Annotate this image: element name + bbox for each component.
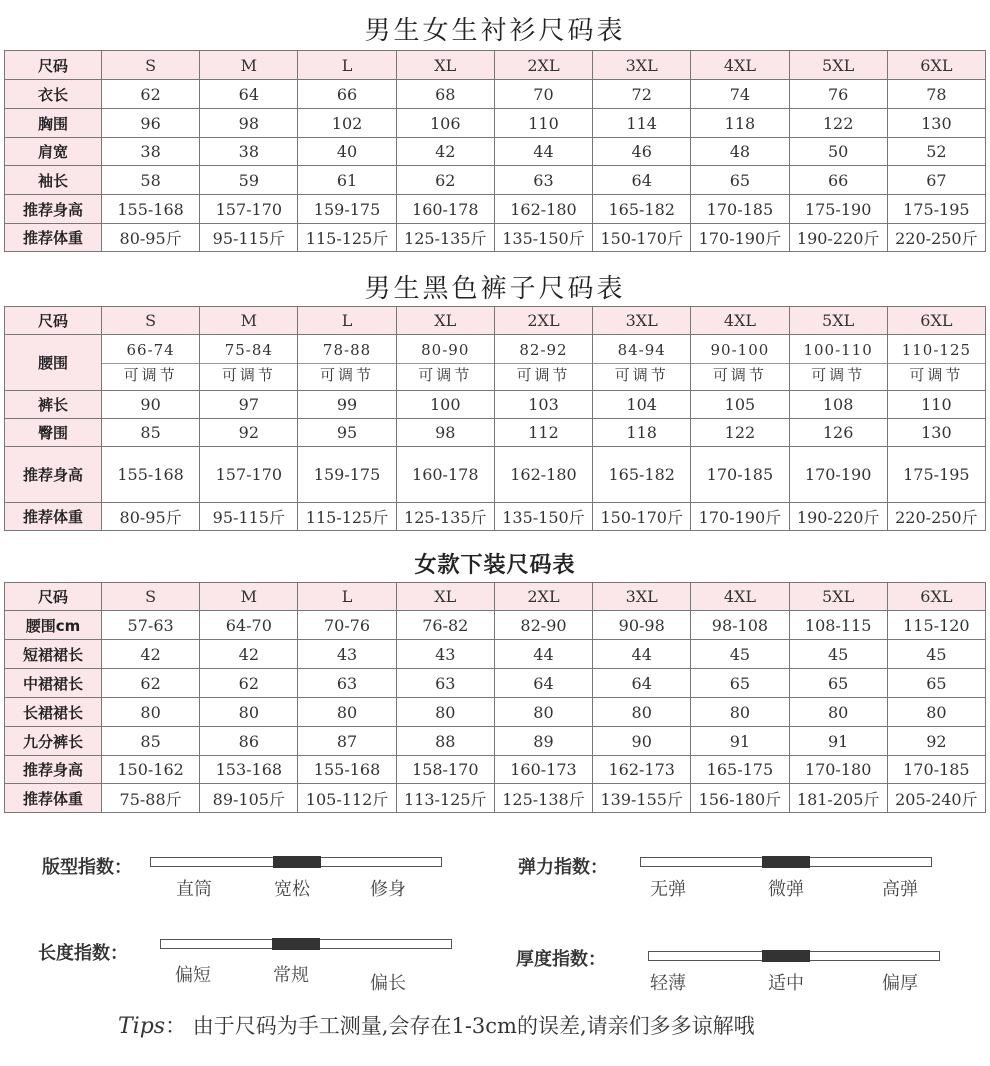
size-value-cell: 159-175 [298,195,396,224]
elasticity-option: 无弹 [650,879,686,900]
adjustable-note: 可调节 [888,363,985,385]
size-value-cell: 165-182 [593,447,691,503]
pants-size-table-title: 男生黑色裤子尺码表 [364,274,626,304]
size-value-cell: 125-135斤 [396,224,494,252]
fit-index-marker [273,856,321,868]
size-header-cell: M [200,583,298,611]
size-value-cell: 61 [298,166,396,195]
length-index-bar [160,939,452,949]
size-value-cell: 98 [200,109,298,138]
size-value-cell: 65 [887,669,985,698]
size-value-cell: 80 [691,698,789,727]
size-header-cell: 3XL [593,583,691,611]
size-value-cell: 130 [887,419,985,447]
size-value-cell: 114 [593,109,691,138]
size-value-cell: 50 [789,138,887,166]
thickness-index-marker [762,950,810,962]
size-header-cell: XL [396,307,494,335]
size-header-cell: 6XL [887,51,985,80]
size-value-cell: 100 [396,391,494,419]
size-value-cell: 103 [494,391,592,419]
size-value-cell: 105-112斤 [298,784,396,813]
row-label: 腰围cm [5,611,102,640]
size-value-cell: 155-168 [102,447,200,503]
size-value-cell: 43 [298,640,396,669]
size-value-cell: 90 [102,391,200,419]
size-value-cell: 160-173 [494,756,592,784]
size-value-cell: 40 [298,138,396,166]
waist-range: 110-125 [901,340,972,359]
size-value-cell: 80 [494,698,592,727]
size-value-cell: 115-125斤 [298,224,396,252]
size-value-cell: 45 [789,640,887,669]
size-value-cell: 105 [691,391,789,419]
fit-index-label: 版型指数： [42,857,132,878]
size-value-cell: 62 [102,80,200,109]
size-value-cell: 150-162 [102,756,200,784]
fit-option: 修身 [370,879,406,900]
elasticity-index-marker [762,856,810,868]
waist-range: 100-110 [803,340,873,359]
size-value-cell: 42 [102,640,200,669]
fit-option: 宽松 [274,879,310,900]
size-value-cell: 170-190斤 [691,503,789,531]
size-value-cell: 45 [887,640,985,669]
size-value-cell: 68 [396,80,494,109]
size-value-cell: 170-185 [887,756,985,784]
fabric-indices [0,835,990,994]
size-value-cell: 65 [691,166,789,195]
row-label: 推荐体重 [5,224,102,252]
size-value-cell: 135-150斤 [494,503,592,531]
size-value-cell: 80 [298,698,396,727]
size-value-cell: 92 [887,727,985,756]
waist-cell [200,335,298,391]
waist-cell [789,335,887,391]
size-value-cell: 118 [593,419,691,447]
size-header-cell: M [200,307,298,335]
size-value-cell: 155-168 [102,195,200,224]
size-value-cell: 156-180斤 [691,784,789,813]
adjustable-note: 可调节 [298,363,395,385]
table-row [5,391,986,419]
thickness-index-label: 厚度指数： [516,949,606,970]
waist-range: 75-84 [224,340,273,359]
size-value-cell: 125-135斤 [396,503,494,531]
size-value-cell: 139-155斤 [593,784,691,813]
table-row [5,224,986,252]
size-value-cell: 62 [102,669,200,698]
size-value-cell: 126 [789,419,887,447]
size-value-cell: 159-175 [298,447,396,503]
measurement-tips [118,1010,755,1040]
size-value-cell: 135-150斤 [494,224,592,252]
size-value-cell: 104 [593,391,691,419]
size-value-cell: 162-180 [494,447,592,503]
row-label: 腰围 [5,335,102,391]
size-value-cell: 122 [691,419,789,447]
size-header-cell: 5XL [789,51,887,80]
row-label: 袖长 [5,166,102,195]
size-value-cell: 63 [494,166,592,195]
size-value-cell: 91 [789,727,887,756]
adjustable-note: 可调节 [593,363,690,385]
size-value-cell: 86 [200,727,298,756]
waist-range: 80-90 [421,340,470,359]
size-value-cell: 45 [691,640,789,669]
size-value-cell: 170-190斤 [691,224,789,252]
size-header-cell: M [200,51,298,80]
size-value-cell: 48 [691,138,789,166]
row-label: 裤长 [5,391,102,419]
size-header-cell: 2XL [494,307,592,335]
tips-colon: ： [165,1014,187,1038]
size-value-cell: 85 [102,727,200,756]
waist-cell [494,335,592,391]
size-header-cell: XL [396,51,494,80]
waist-range: 66-74 [126,340,175,359]
size-header-cell: 6XL [887,307,985,335]
size-value-cell: 76 [789,80,887,109]
row-label: 推荐身高 [5,756,102,784]
row-label: 中裙裙长 [5,669,102,698]
size-value-cell: 89-105斤 [200,784,298,813]
adjustable-note: 可调节 [200,363,297,385]
size-value-cell: 205-240斤 [887,784,985,813]
thickness-index-bar [648,951,940,961]
size-value-cell: 38 [200,138,298,166]
size-value-cell: 175-195 [887,447,985,503]
size-value-cell: 98 [396,419,494,447]
size-column-label: 尺码 [5,583,102,611]
size-value-cell: 80-95斤 [102,224,200,252]
size-value-cell: 95-115斤 [200,224,298,252]
size-value-cell: 44 [494,138,592,166]
size-value-cell: 44 [593,640,691,669]
header-row [5,583,986,611]
size-value-cell: 108-115 [789,611,887,640]
shirt-size-table-title: 男生女生衬衫尺码表 [364,16,626,46]
womens-bottoms-size-table-title: 女款下装尺码表 [414,553,576,578]
size-value-cell: 160-178 [396,195,494,224]
row-label: 推荐身高 [5,447,102,503]
size-value-cell: 80 [887,698,985,727]
header-row [5,51,986,80]
size-value-cell: 91 [691,727,789,756]
size-value-cell: 162-180 [494,195,592,224]
length-option: 偏短 [175,965,211,986]
size-value-cell: 62 [200,669,298,698]
waist-range: 90-100 [710,340,770,359]
table-row [5,503,986,531]
size-value-cell: 76-82 [396,611,494,640]
row-label: 短裙裙长 [5,640,102,669]
size-value-cell: 80 [396,698,494,727]
length-option: 常规 [273,965,309,986]
size-value-cell: 88 [396,727,494,756]
adjustable-note: 可调节 [397,363,494,385]
size-header-cell: 5XL [789,307,887,335]
waist-cell [691,335,789,391]
table-row [5,611,986,640]
waist-range: 82-92 [519,340,568,359]
size-value-cell: 42 [200,640,298,669]
size-header-cell: 4XL [691,51,789,80]
size-value-cell: 98-108 [691,611,789,640]
size-value-cell: 62 [396,166,494,195]
size-value-cell: 65 [789,669,887,698]
row-label: 推荐体重 [5,503,102,531]
size-value-cell: 125-138斤 [494,784,592,813]
size-column-label: 尺码 [5,307,102,335]
size-value-cell: 42 [396,138,494,166]
row-label: 推荐体重 [5,784,102,813]
size-value-cell: 70 [494,80,592,109]
table-row [5,138,986,166]
size-value-cell: 99 [298,391,396,419]
size-value-cell: 82-90 [494,611,592,640]
size-header-cell: L [298,51,396,80]
size-value-cell: 157-170 [200,447,298,503]
size-value-cell: 59 [200,166,298,195]
size-value-cell: 52 [887,138,985,166]
waist-cell [593,335,691,391]
table-row [5,640,986,669]
size-header-cell: L [298,583,396,611]
waist-row [5,335,986,391]
length-option: 偏长 [370,973,406,994]
table-row [5,109,986,138]
size-value-cell: 72 [593,80,691,109]
size-value-cell: 170-185 [691,447,789,503]
size-value-cell: 87 [298,727,396,756]
size-value-cell: 64 [200,80,298,109]
length-index-marker [272,938,320,950]
size-value-cell: 181-205斤 [789,784,887,813]
size-value-cell: 122 [789,109,887,138]
elasticity-option: 微弹 [768,879,804,900]
size-header-cell: 4XL [691,307,789,335]
thickness-option: 偏厚 [882,973,918,994]
thickness-option: 适中 [768,973,804,994]
row-label: 衣长 [5,80,102,109]
size-header-cell: 4XL [691,583,789,611]
elasticity-option: 高弹 [882,879,918,900]
size-value-cell: 78 [887,80,985,109]
size-value-cell: 175-195 [887,195,985,224]
size-value-cell: 190-220斤 [789,503,887,531]
size-header-cell: L [298,307,396,335]
size-value-cell: 44 [494,640,592,669]
size-value-cell: 112 [494,419,592,447]
header-row [5,307,986,335]
size-value-cell: 115-125斤 [298,503,396,531]
size-value-cell: 64 [593,166,691,195]
table-row [5,80,986,109]
elasticity-index-bar [640,857,932,867]
table-row [5,756,986,784]
table-row [5,784,986,813]
size-value-cell: 92 [200,419,298,447]
size-header-cell: XL [396,583,494,611]
waist-cell [298,335,396,391]
tips-label: Tips [118,1014,166,1039]
size-value-cell: 90 [593,727,691,756]
elasticity-index-label: 弹力指数： [518,857,608,878]
size-value-cell: 58 [102,166,200,195]
size-value-cell: 43 [396,640,494,669]
waist-range: 78-88 [322,340,372,359]
waist-cell [396,335,494,391]
size-value-cell: 66 [789,166,887,195]
row-label: 臀围 [5,419,102,447]
size-value-cell: 113-125斤 [396,784,494,813]
size-value-cell: 165-175 [691,756,789,784]
waist-range: 84-94 [617,340,666,359]
size-value-cell: 158-170 [396,756,494,784]
length-index-label: 长度指数： [38,943,128,964]
row-label: 长裙裙长 [5,698,102,727]
size-value-cell: 64-70 [200,611,298,640]
size-value-cell: 64 [593,669,691,698]
size-value-cell: 160-178 [396,447,494,503]
size-value-cell: 63 [298,669,396,698]
size-header-cell: 3XL [593,51,691,80]
table-row [5,698,986,727]
adjustable-note: 可调节 [691,363,788,385]
size-value-cell: 38 [102,138,200,166]
size-value-cell: 106 [396,109,494,138]
pants-size-table [4,306,986,531]
size-value-cell: 175-190 [789,195,887,224]
table-row [5,447,986,503]
size-value-cell: 64 [494,669,592,698]
size-value-cell: 80 [593,698,691,727]
size-value-cell: 130 [887,109,985,138]
size-header-cell: 6XL [887,583,985,611]
size-value-cell: 66 [298,80,396,109]
size-header-cell: S [102,51,200,80]
size-value-cell: 170-185 [691,195,789,224]
table-row [5,727,986,756]
size-value-cell: 96 [102,109,200,138]
size-value-cell: 153-168 [200,756,298,784]
table-row [5,166,986,195]
size-header-cell: 2XL [494,583,592,611]
waist-cell [887,335,985,391]
waist-cell [102,335,200,391]
size-value-cell: 110 [887,391,985,419]
womens-bottoms-size-table [4,582,986,813]
size-column-label: 尺码 [5,51,102,80]
fit-index-bar [150,857,442,867]
row-label: 肩宽 [5,138,102,166]
size-value-cell: 165-182 [593,195,691,224]
size-value-cell: 115-120 [887,611,985,640]
size-value-cell: 89 [494,727,592,756]
tips-text: 由于尺码为手工测量,会存在1-3cm的误差,请亲们多多谅解哦 [192,1014,755,1038]
size-header-cell: S [102,307,200,335]
size-value-cell: 110 [494,109,592,138]
size-value-cell: 102 [298,109,396,138]
size-value-cell: 95 [298,419,396,447]
size-value-cell: 57-63 [102,611,200,640]
size-value-cell: 85 [102,419,200,447]
shirt-size-table [4,50,986,252]
row-label: 胸围 [5,109,102,138]
size-header-cell: 3XL [593,307,691,335]
size-value-cell: 90-98 [593,611,691,640]
table-row [5,669,986,698]
size-header-cell: 2XL [494,51,592,80]
adjustable-note: 可调节 [495,363,592,385]
fit-option: 直筒 [176,879,212,900]
size-value-cell: 150-170斤 [593,224,691,252]
size-value-cell: 170-190 [789,447,887,503]
size-value-cell: 155-168 [298,756,396,784]
size-value-cell: 80 [200,698,298,727]
size-value-cell: 95-115斤 [200,503,298,531]
size-value-cell: 97 [200,391,298,419]
row-label: 九分裤长 [5,727,102,756]
size-header-cell: 5XL [789,583,887,611]
adjustable-note: 可调节 [790,363,887,385]
size-value-cell: 80 [102,698,200,727]
size-value-cell: 63 [396,669,494,698]
size-value-cell: 150-170斤 [593,503,691,531]
size-value-cell: 70-76 [298,611,396,640]
thickness-option: 轻薄 [650,973,686,994]
size-value-cell: 80-95斤 [102,503,200,531]
size-value-cell: 75-88斤 [102,784,200,813]
size-value-cell: 46 [593,138,691,166]
size-value-cell: 157-170 [200,195,298,224]
adjustable-note: 可调节 [102,363,199,385]
size-value-cell: 80 [789,698,887,727]
size-value-cell: 108 [789,391,887,419]
size-value-cell: 170-180 [789,756,887,784]
size-value-cell: 220-250斤 [887,503,985,531]
size-value-cell: 67 [887,166,985,195]
row-label: 推荐身高 [5,195,102,224]
size-value-cell: 190-220斤 [789,224,887,252]
size-header-cell: S [102,583,200,611]
size-value-cell: 65 [691,669,789,698]
size-value-cell: 220-250斤 [887,224,985,252]
size-value-cell: 118 [691,109,789,138]
size-value-cell: 74 [691,80,789,109]
size-value-cell: 162-173 [593,756,691,784]
table-row [5,195,986,224]
table-row [5,419,986,447]
